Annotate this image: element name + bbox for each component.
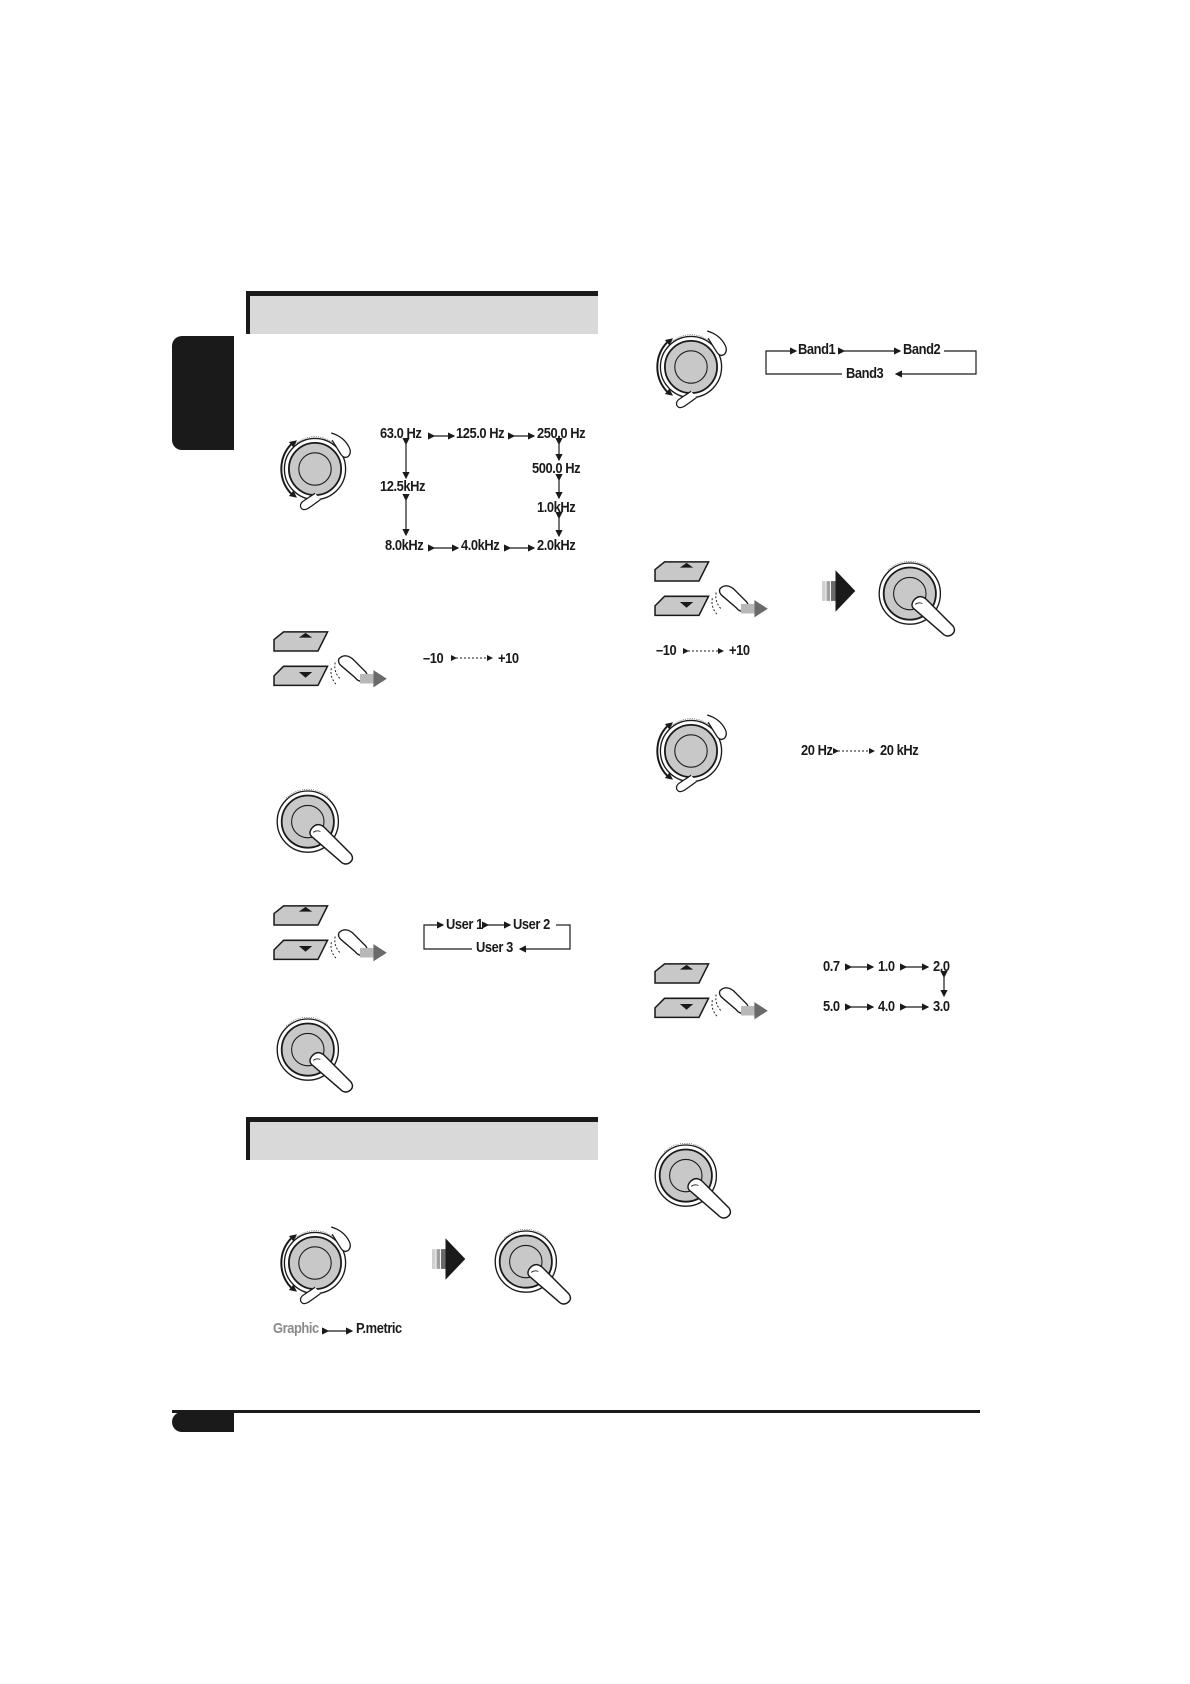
user-3: User 3 [476,939,513,956]
freq-63: 63.0 Hz [380,425,422,442]
q-5-0: 5.0 [823,998,840,1015]
q-4-0: 4.0 [878,998,895,1015]
q-3-0: 3.0 [933,998,950,1015]
freq-4k: 4.0kHz [461,537,500,554]
press-dial-icon [648,1136,738,1226]
band-3: Band3 [846,365,884,382]
q-0-7: 0.7 [823,958,840,975]
mode-graphic: Graphic [273,1320,319,1337]
level-max-left: +10 [498,650,519,667]
freq-125: 125.0 Hz [456,425,505,442]
freq-8k: 8.0kHz [385,537,424,554]
band-2: Band2 [903,341,941,358]
freq-max: 20 kHz [880,742,919,759]
freq-min: 20 Hz [801,742,833,759]
q-1-0: 1.0 [878,958,895,975]
freq-250: 250.0 Hz [537,425,586,442]
user-2: User 2 [513,916,550,933]
user-1: User 1 [446,916,483,933]
freq-12k: 12.5kHz [380,478,426,495]
freq-1k: 1.0kHz [537,499,576,516]
level-min-right: –10 [656,642,677,659]
band-1: Band1 [798,341,836,358]
q-2-0: 2.0 [933,958,950,975]
level-min-left: –10 [423,650,444,667]
mode-pmetric: P.metric [356,1320,402,1337]
level-max-right: +10 [729,642,750,659]
freq-2k: 2.0kHz [537,537,576,554]
freq-500: 500.0 Hz [532,460,581,477]
